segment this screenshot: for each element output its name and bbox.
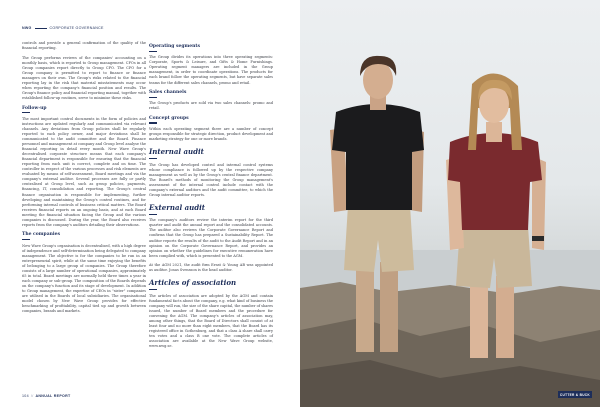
heading-underline [149, 97, 157, 98]
footer-label: ANNUAL REPORT [35, 394, 71, 398]
body-paragraph: Within each operating segment there are a number of concept groups responsible for strategic direction, product development and marketing strategy for one or more brands. [149, 127, 273, 142]
section-heading: Internal audit [149, 147, 204, 157]
man-leg-left [356, 262, 374, 352]
body-paragraph: New Wave Group's organisation is decentralised, with a high degree of independence and self-determination being delegated to company management. The objective is for the companies to be run in an entrepreneurial spirit, while at the same time enjoying the benefits of belonging to a large group of companies. The Group therefore consists of a large number of operational companies, approximately 65 in total. Board meetings are normally held three times a year in each company or sub-group. The composition of the Boards depends on the company's function and its stage of development. In addition to Group management, the expertise of CEOs in "sister" companies are utilised in the Boards of local subsidiaries. The organisational model chosen by New Wave Group provides for effective benchmarking of profitability, capital tied up and growth between companies, brands and markets. [22, 243, 146, 314]
header-prefix: NWG [22, 26, 32, 30]
heading-underline [149, 158, 157, 159]
heading-underline [22, 239, 30, 240]
page-footer [22, 394, 71, 398]
text-column-2 [149, 41, 273, 354]
heading-underline [149, 289, 157, 290]
heading-underline [149, 51, 157, 52]
body-paragraph: The most important control documents in the form of policies and instructions are updated regularly and communicated via relevant channels. Any deviations from Group policies shall be regularly reported to each policy owner, and major deviations shall be communicated to the audit committee and the Board. Finance personnel and management at company and Group level analyse the financial reporting in detail every month. New Wave Group's decentralised corporate structure means that each company's financial department is responsible for ensuring that the financial reporting from each unit is correct, complete and on time. The controller in respect of the various processes and risk elements are evaluated by means of self-assessment, Board meetings and via the company's external auditor. Several processes are fully or partly centralised at Group level, such as group policies, payments, financing, IT, consolidation and reporting. The Group's central finance organisation is responsible for implementing, further developing and maintaining the Group's control routines, and for performing internal controls of business critical matters. The Board receives financial reports on an ongoing basis, and at each Board meeting the financial situation facing the Group and the various companies is discussed. During the year, the Board also receives reports from the company's auditors detailing their observations. [22, 116, 146, 227]
body-paragraph: The articles of association are adopted by the AGM and contain fundamental facts about the company, e.g. what kind of business the company will run, the size of the share capital, the number of shares issued, the number of Board members and the procedure for convening the AGM. The company's articles of association may, among other things, that the Board of Directors shall consist of at least four and no more than eight members, that the Board has its registered office in Gothenburg, and that a class A share shall carry ten votes and a class B one vote. The complete articles of association are available at the New Wave Group website, www.nwg.se. [149, 293, 273, 349]
heading-underline [22, 112, 30, 113]
section-heading: Articles of association [149, 278, 237, 288]
watch [532, 236, 544, 241]
section-heading: Operating segments [149, 44, 201, 49]
running-head [22, 26, 104, 30]
page-number: 104 [22, 394, 29, 398]
text-column-1 [22, 41, 146, 319]
body-paragraph: The company's auditors review the interim report for the third quarter and audit the annual report and the consolidated accounts. The auditor also reviews the Corporate Governance Report and confirms that the Group has prepared a Sustainability Report. The auditor reports the results of the audit to the Audit Report and in an opinion on the Corporate Governance Report, and provides an opinion on whether the guidelines for executive remuneration have been complied with, which is presented to the AGM. [149, 218, 273, 258]
header-rule [35, 28, 47, 29]
section-heading: Follow-up [22, 105, 47, 111]
heading-underline [149, 214, 157, 215]
body-paragraph: The Group performs reviews of the companies' accounting on a monthly basis, which is reported to Group management. CFOs in all Group companies report directly to Group CFO. The CFO for a Group company is permitted to report to finance or finance managers on their own. The Group's risks related to the financial reporting lay in the risk that material misstatements may occur when reporting the company's financial position and results. The Group's finance policy and financial reporting manual, together with established follow-up routines, serve to minimise these risks. [22, 55, 146, 100]
header-section: CORPORATE GOVERNANCE [49, 26, 104, 30]
models-photo [300, 0, 600, 407]
body-paragraph: At the AGM 2021, the audit firm Ernst & Young AB was appointed as auditor. Jonas Svensson is the head auditor. [149, 263, 273, 273]
body-paragraph: The Group divides its operations into three operating segments: Corporate, Sports & Leisure, and Gifts & Home Furnishings. Operating segment managers are included in the Group management, in order to coordinate operations. The products for each brand follow the operating segments, but have separate sales teams for the different sales channels, promo and retail. [149, 55, 273, 85]
section-heading: Sales channels [149, 90, 187, 96]
man-leg-right [380, 262, 398, 352]
body-paragraph: controls and provide a general confirmation of the quality of the financial reporting. [22, 41, 146, 51]
woman-leg-right [496, 276, 514, 358]
body-paragraph: The Group has developed control and internal control systems whose compliance is followed up by the respective company management as well as by the Group's central finance department. The Board's methods of monitoring the Group management's assessment of the internal control include contact with the company's external auditors and the audit committee, to which the Group internal auditor reports. [149, 162, 273, 197]
footer-separator: // [30, 394, 34, 398]
woman-neck [486, 122, 502, 142]
section-heading: External audit [149, 203, 206, 213]
section-heading: Concept groups [149, 115, 189, 121]
photo-panel [300, 0, 600, 407]
woman-leg-left [470, 276, 488, 358]
section-heading: The companies [22, 232, 60, 238]
heading-underline [149, 122, 157, 123]
brand-tag: CUTTER & BUCK [559, 392, 590, 397]
body-paragraph: The Group's products are sold via two sales channels: promo and retail. [149, 101, 273, 111]
woman-shirt [448, 133, 542, 230]
